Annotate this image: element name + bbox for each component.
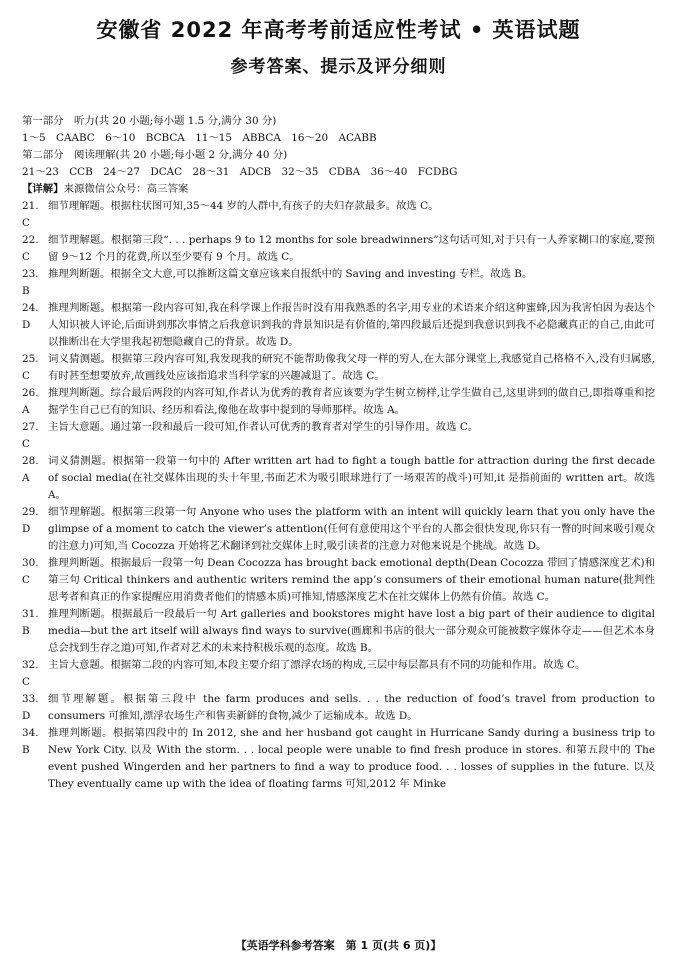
detail-label: 【详解】	[22, 183, 64, 195]
explanation-text: 细节理解题。根据第三段中 the farm produces and sells. . . the reduction of food’s travel from production to consumers 可推知,漂浮农场生产和售卖新鲜的食物,减少了运输成本。故选 D。	[48, 693, 655, 722]
explanation-item	[22, 453, 655, 504]
question-answer: 22. C	[22, 234, 39, 263]
question-answer: 32. C	[22, 659, 39, 688]
question-answer: 23. B	[22, 268, 39, 297]
explanation-item	[22, 606, 655, 657]
explanation-item	[22, 232, 655, 266]
question-answer: 27. C	[22, 421, 39, 450]
explanation-text: 主旨大意题。通过第一段和最后一段可知,作者认可优秀的教育者对学生的引导作用。故选 C。	[48, 421, 479, 433]
page-footer: 【英语学科参考答案 第 1 页(共 6 页)】	[235, 939, 442, 952]
question-answer: 24. D	[22, 302, 39, 331]
explanation-text: 词义猜测题。根据第一段第一句中的 After written art had to fight a tough battle for attraction during the first decade of social media(在社交媒体出现的头十年里,书面艺术为吸引眼球进行了一场艰苦的战斗)可知,it 是指前面的 written art。故选 A。	[48, 455, 655, 501]
question-answer: 31. B	[22, 608, 39, 637]
explanation-item	[22, 657, 655, 691]
detail-source: 来源微信公众号：高三答案	[63, 183, 189, 195]
explanation-text: 推理判断题。根据最后一段第一句 Dean Cocozza has brought back emotional depth(Dean Cocozza 带回了情感深度艺术)和第三句 Critical thinkers and authentic writers remind the app’s consumers of their emotional human nature(批判性思考者和真正的作家提醒应用消费者他们的情感本质)可推知,情感深度艺术在社交媒体上仍然有价值。故选 C。	[48, 557, 655, 603]
explanation-item	[22, 691, 655, 725]
detail-header	[22, 181, 655, 198]
part1-answers: 1～5 CAABC 6～10 BCBCA 11～15 ABBCA 16～20 ACABB	[22, 132, 377, 144]
question-answer: 34. B	[22, 727, 39, 756]
explanation-item	[22, 504, 655, 555]
explanation-text: 细节理解题。根据柱状图可知,35～44 岁的人群中,有孩子的夫妇存款最多。故选 C。	[48, 200, 439, 212]
explanation-item	[22, 419, 655, 453]
explanation-text: 细节理解题。根据第三段第一句 Anyone who uses the platform with an intent will quickly learn that you only have the glimpse of a moment to catch the viewer’s attention(任何有意使用这个平台的人都会很快发现,你只有一瞥的时间来吸引观众的注意力)可知,当 Cocozza 开始将艺术翻译到社交媒体上时,吸引读者的注意力对他来说是个挑战。故选 D。	[48, 506, 655, 552]
explanation-list	[22, 198, 655, 793]
page-title: 安徽省 2022 年高考考前适应性考试 • 英语试题	[96, 18, 581, 42]
part2-heading: 第二部分 阅读理解(共 20 小题;每小题 2 分,满分 40 分)	[22, 149, 288, 161]
explanation-text: 推理判断题。根据最后一段最后一句 Art galleries and bookstores might have lost a big part of their audience to digital media—but the art itself will always find ways to survive(画廊和书店的很大一部分观众可能被数字媒体夺走——但艺术本身总会找到生存之道)可知,作者对艺术的未来持积极乐观的态度。故选 B。	[48, 608, 655, 654]
question-answer: 33. D	[22, 693, 39, 722]
explanation-item	[22, 198, 655, 232]
explanation-item	[22, 351, 655, 385]
explanation-text: 细节理解题。根据第三段“. . . perhaps 9 to 12 months for sole breadwinners”这句话可知,对于只有一人养家糊口的家庭,要预留 9～12 个月的花费,所以至少要有 9 个月。故选 C。	[48, 234, 655, 263]
explanation-item	[22, 385, 655, 419]
part1-heading: 第一部分 听力(共 20 小题;每小题 1.5 分,满分 30 分)	[22, 115, 277, 127]
question-answer: 29. D	[22, 506, 39, 535]
explanation-item	[22, 266, 655, 300]
question-answer: 30. C	[22, 557, 39, 586]
explanation-text: 推理判断题。根据第四段中的 In 2012, she and her husband got caught in Hurricane Sandy during a business trip to New York City. 以及 With the storm. . . local people were unable to find fresh produce in stores. 和第五段中的 The event pushed Wingerden and her partners to find a way to produce food. . . losses of supplies in the future. 以及 They eventually came up with the idea of floating farms 可知,2012 年 Minke	[48, 727, 655, 790]
explanation-item	[22, 725, 655, 793]
explanation-text: 推理判断题。综合最后两段的内容可知,作者认为优秀的教育者应该要为学生树立榜样,让学生做自己,这里讲到的做自己,即指尊重和挖掘学生自己已有的知识、经历和看法,像他在故事中提到的导师那样。故选 A。	[48, 387, 655, 416]
explanation-item	[22, 555, 655, 606]
question-answer: 21. C	[22, 200, 39, 229]
question-answer: 25. C	[22, 353, 39, 382]
explanation-text: 词义猜测题。根据第三段内容可知,我发现我的研究不能帮助像我父母一样的穷人,在大部分课堂上,我感觉自己格格不入,没有归属感,有时甚至想要放弃,故画线处应该指追求当科学家的兴趣减退了。故选 C。	[48, 353, 655, 382]
question-answer: 28. A	[22, 455, 39, 484]
explanation-text: 主旨大意题。根据第二段的内容可知,本段主要介绍了漂浮农场的构成,三层中每层都具有不同的功能和作用。故选 C。	[48, 659, 586, 671]
page-subtitle: 参考答案、提示及评分细则	[230, 57, 447, 77]
explanation-item	[22, 300, 655, 351]
answer-body	[22, 113, 655, 793]
explanation-text: 推理判断题。根据全文大意,可以推断这篇文章应该来自报纸中的 Saving and investing 专栏。故选 B。	[48, 268, 533, 280]
question-answer: 26. A	[22, 387, 39, 416]
explanation-text: 推理判断题。根据第一段内容可知,我在科学课上作报告时没有用我熟悉的名字,用专业的术语来介绍这种蜜蜂,因为我害怕因为表达个人知识被人评论,后面讲到那次事情之后我意识到我的背景知识是有价值的,第四段最后还提到我意识到我不必隐藏真正的自己,由此可以推断出在大学里我起初想隐藏自己的背景。故选 D。	[48, 302, 655, 348]
part2-answers: 21～23 CCB 24～27 DCAC 28～31 ADCB 32～35 CDBA 36～40 FCDBG	[22, 166, 458, 178]
